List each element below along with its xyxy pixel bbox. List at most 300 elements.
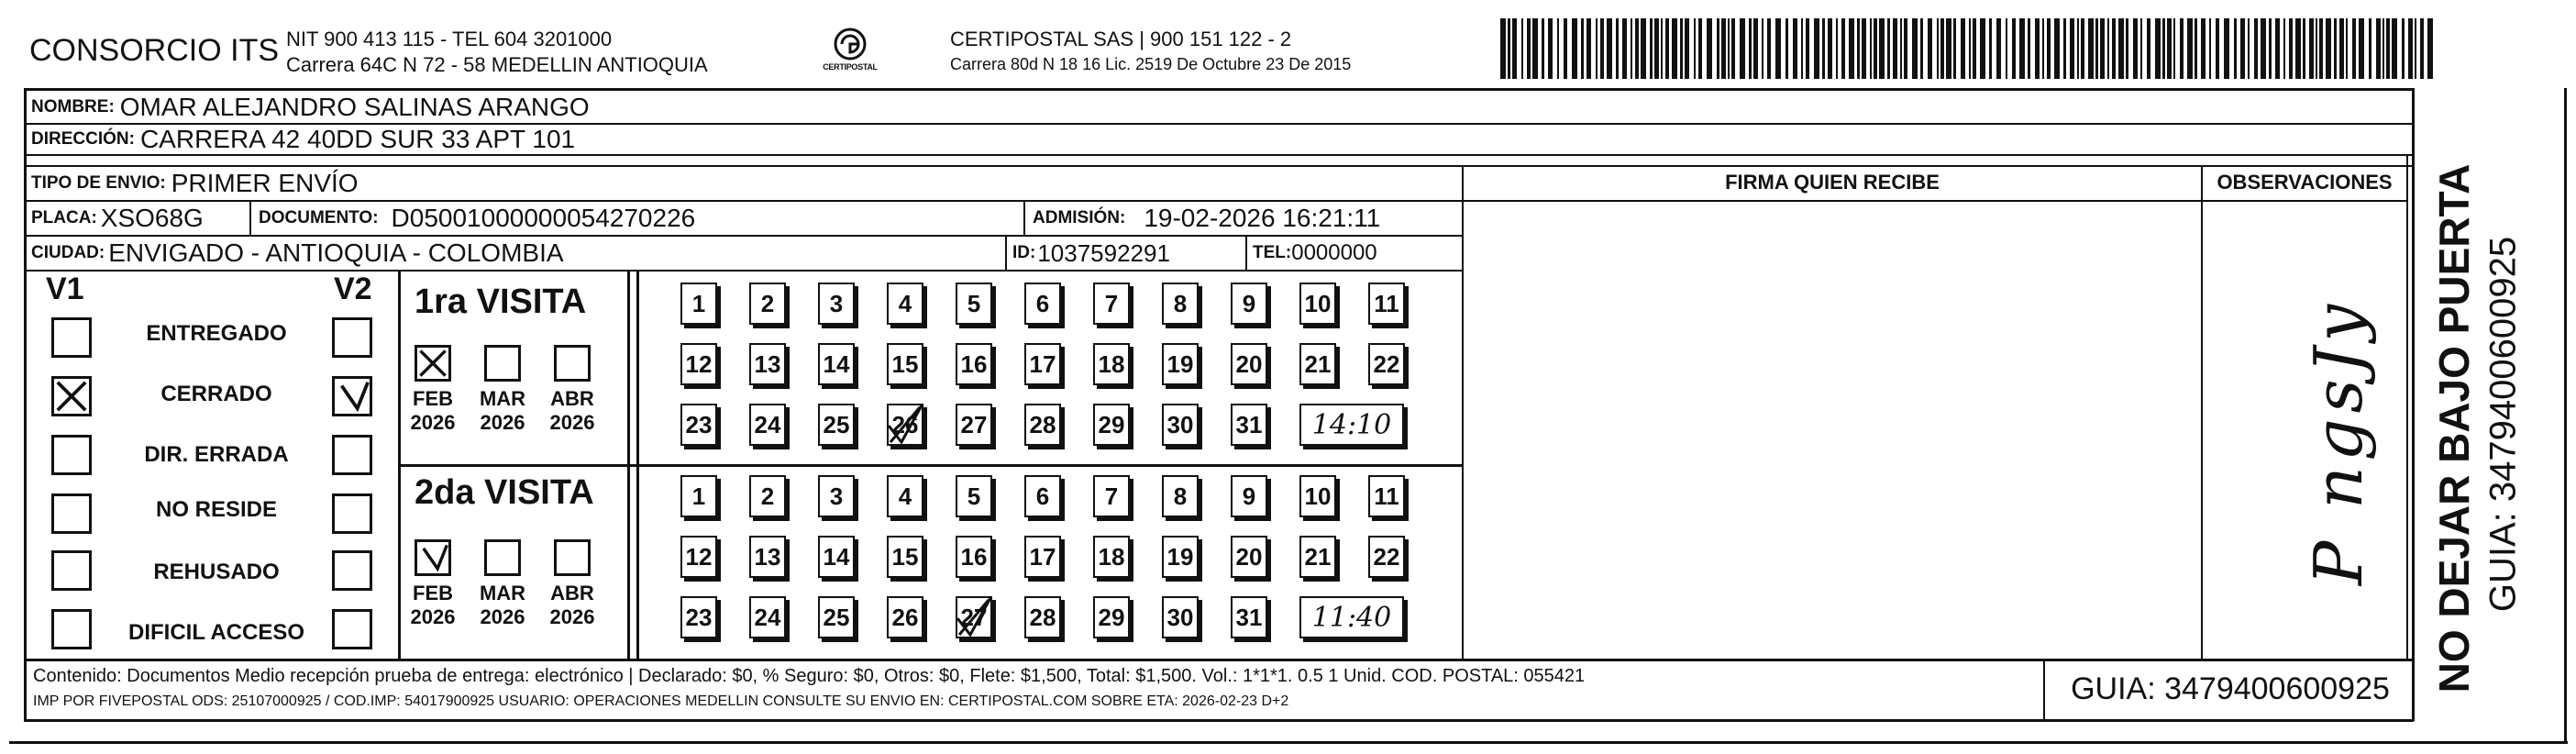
- barcode-bar: [1753, 18, 1758, 79]
- carrier-name: CERTIPOSTAL SAS | 900 151 122 - 2: [950, 28, 1292, 50]
- row-line-footer: [24, 659, 2414, 661]
- second-month-checkbox-abr[interactable]: [554, 539, 591, 576]
- barcode-bar: [1940, 18, 1944, 79]
- nombre-row: [31, 91, 590, 123]
- first-day-10[interactable]: 10: [1299, 283, 1336, 325]
- option-entregado: ENTREGADO: [146, 321, 287, 346]
- barcode-bar: [2118, 18, 2124, 79]
- barcode-bar: [2295, 18, 2301, 79]
- barcode-bar: [1879, 18, 1885, 79]
- year-label: 2026: [410, 605, 456, 628]
- barcode-bar: [2234, 18, 2237, 79]
- frame-bottom: [24, 719, 2414, 722]
- barcode-bar: [2383, 18, 2384, 79]
- barcode-bar: [1775, 18, 1781, 79]
- first-day-26[interactable]: 26: [887, 404, 923, 446]
- second-day-24[interactable]: 24: [749, 596, 786, 638]
- second-month-feb: [405, 582, 460, 629]
- barcode-bar: [2427, 18, 2433, 79]
- second-day-2[interactable]: 2: [749, 475, 786, 517]
- barcode-bar: [2035, 18, 2040, 79]
- barcode-bar: [2155, 18, 2161, 79]
- month-label: FEB: [413, 387, 453, 410]
- second-day-8[interactable]: 8: [1162, 475, 1199, 517]
- barcode-bar: [1731, 18, 1735, 79]
- barcode-bar: [1521, 18, 1523, 79]
- barcode-bar: [1631, 18, 1632, 79]
- company-address: Carrera 64C N 72 - 58 MEDELLIN ANTIOQUIA: [286, 53, 708, 76]
- barcode-bar: [1841, 18, 1845, 79]
- barcode: [1500, 18, 2439, 79]
- barcode-bar: [2369, 18, 2371, 79]
- v2-checkbox[interactable]: [332, 550, 372, 591]
- barcode-bar: [2309, 18, 2314, 79]
- second-day-4[interactable]: 4: [887, 475, 923, 517]
- first-month-checkbox-feb[interactable]: [415, 345, 451, 382]
- month-label: MAR: [479, 582, 526, 604]
- barcode-bar: [2162, 18, 2165, 79]
- barcode-bar: [2334, 18, 2337, 79]
- id-cell: [1012, 237, 1170, 270]
- barcode-bar: [1607, 18, 1612, 79]
- barcode-bar: [2420, 18, 2424, 79]
- option-cerrado: CERRADO: [160, 382, 272, 406]
- barcode-bar: [2126, 18, 2128, 79]
- barcode-bar: [1912, 18, 1918, 79]
- first-day-6[interactable]: 6: [1024, 283, 1061, 325]
- side-no-dejar: NO DEJAR BAJO PUERTA: [2430, 163, 2478, 693]
- barcode-bar: [2028, 18, 2030, 79]
- month-label: ABR: [550, 582, 594, 604]
- barcode-bar: [1836, 18, 1838, 79]
- barcode-bar: [2240, 18, 2245, 79]
- v2-checkbox[interactable]: [332, 317, 372, 358]
- second-days-left: [636, 466, 639, 659]
- barcode-bar: [2047, 18, 2051, 79]
- first-day-24[interactable]: 24: [749, 404, 786, 446]
- second-day-19[interactable]: 19: [1162, 536, 1199, 578]
- footer-guia: GUIA: 3479400600925: [2071, 671, 2390, 706]
- first-day-20[interactable]: 20: [1231, 343, 1267, 385]
- frame-shadow-right: [2564, 88, 2567, 744]
- barcode-bar: [2316, 18, 2317, 79]
- barcode-bar: [1806, 18, 1809, 79]
- option-no-reside: NO RESIDE: [155, 497, 278, 522]
- barcode-bar: [1542, 18, 1544, 79]
- barcode-bar: [2070, 18, 2074, 79]
- option-rehusado: REHUSADO: [153, 560, 280, 584]
- barcode-bar: [1900, 18, 1902, 79]
- placa-value: XSO68G: [100, 204, 204, 232]
- barcode-bar: [1707, 18, 1712, 79]
- first-day-8[interactable]: 8: [1162, 283, 1199, 325]
- second-day-17[interactable]: 17: [1024, 536, 1061, 578]
- barcode-bar: [1616, 18, 1619, 79]
- barcode-bar: [2054, 18, 2060, 79]
- barcode-bar: [1564, 18, 1567, 79]
- row-line-2: [24, 154, 2414, 156]
- first-day-31[interactable]: 31: [1231, 404, 1267, 446]
- barcode-bar: [2133, 18, 2138, 79]
- barcode-bar: [1749, 18, 1752, 79]
- frame-right: [2412, 88, 2415, 721]
- barcode-bar: [1822, 18, 1825, 79]
- barcode-bar: [1874, 18, 1877, 79]
- first-day-1[interactable]: 1: [680, 283, 717, 325]
- barcode-bar: [1685, 18, 1689, 79]
- second-day-31[interactable]: 31: [1231, 596, 1267, 638]
- barcode-bar: [2180, 18, 2184, 79]
- v1-checkbox[interactable]: [51, 376, 92, 416]
- barcode-bar: [1996, 18, 2001, 79]
- frame-left: [24, 88, 27, 721]
- barcode-bar: [2201, 18, 2206, 79]
- second-month-mar: [475, 582, 530, 629]
- v2-checkbox[interactable]: [332, 435, 372, 475]
- barcode-bar: [1680, 18, 1683, 79]
- barcode-bar: [1849, 18, 1854, 79]
- barcode-bar: [1973, 18, 1976, 79]
- barcode-bar: [1572, 18, 1577, 79]
- second-month-checkbox-mar[interactable]: [484, 539, 521, 576]
- first-day-14[interactable]: 14: [818, 343, 855, 385]
- first-day-5[interactable]: 5: [956, 283, 992, 325]
- year-label: 2026: [480, 605, 525, 628]
- barcode-bar: [1532, 18, 1538, 79]
- barcode-bar: [1694, 18, 1696, 79]
- tel-label: TEL:: [1253, 243, 1292, 262]
- barcode-bar: [2386, 18, 2390, 79]
- placa-cell: [31, 202, 204, 235]
- barcode-bar: [2408, 18, 2413, 79]
- second-day-25[interactable]: 25: [818, 596, 855, 638]
- barcode-bar: [1641, 18, 1646, 79]
- v2-checkbox[interactable]: [332, 376, 372, 416]
- option-dificil-acceso: DIFICIL ACCESO: [127, 620, 304, 645]
- first-days-left: [636, 270, 639, 464]
- barcode-bar: [2173, 18, 2175, 79]
- footer-divider: [2043, 659, 2045, 721]
- barcode-bar: [1635, 18, 1639, 79]
- row-line-3: [24, 165, 2414, 167]
- barcode-bar: [2100, 18, 2105, 79]
- second-day-26[interactable]: 26: [887, 596, 923, 638]
- barcode-bar: [2112, 18, 2116, 79]
- barcode-bar: [1548, 18, 1553, 79]
- barcode-bar: [1600, 18, 1604, 79]
- barcode-bar: [1953, 18, 1956, 79]
- first-day-15[interactable]: 15: [887, 343, 923, 385]
- barcode-bar: [1508, 18, 1510, 79]
- v-id-div: [1005, 235, 1007, 270]
- barcode-bar: [1828, 18, 1832, 79]
- second-day-15[interactable]: 15: [887, 536, 923, 578]
- barcode-bar: [2019, 18, 2025, 79]
- barcode-bar: [2289, 18, 2293, 79]
- barcode-bar: [2352, 18, 2356, 79]
- first-month-feb: [405, 387, 460, 435]
- year-label: 2026: [549, 411, 595, 434]
- documento-cell: [259, 202, 695, 235]
- v2-checkbox[interactable]: [332, 609, 372, 649]
- first-day-18[interactable]: 18: [1093, 343, 1130, 385]
- tipo-envio-value: PRIMER ENVÍO: [171, 169, 359, 197]
- v1-checkbox[interactable]: [51, 609, 92, 649]
- second-day-27[interactable]: 27: [956, 596, 992, 638]
- second-day-16[interactable]: 16: [956, 536, 992, 578]
- year-label: 2026: [480, 411, 525, 434]
- barcode-bar: [2224, 18, 2229, 79]
- barcode-bar: [1654, 18, 1659, 79]
- second-day-30[interactable]: 30: [1162, 596, 1199, 638]
- barcode-bar: [2392, 18, 2397, 79]
- visit-split: [398, 464, 1462, 467]
- first-day-21[interactable]: 21: [1299, 343, 1336, 385]
- ciudad-value: ENVIGADO - ANTIOQUIA - COLOMBIA: [108, 238, 564, 267]
- first-month-checkbox-abr[interactable]: [554, 345, 591, 382]
- logo-text: CERTIPOSTAL: [823, 62, 878, 72]
- option-dir-errada: DIR. ERRADA: [144, 442, 289, 467]
- barcode-bar: [2167, 18, 2172, 79]
- second-day-18[interactable]: 18: [1093, 536, 1130, 578]
- first-day-30[interactable]: 30: [1162, 404, 1199, 446]
- barcode-bar: [1512, 18, 1517, 79]
- barcode-bar: [1893, 18, 1897, 79]
- first-time-box[interactable]: 14:10: [1299, 404, 1404, 446]
- v2-label: V2: [334, 272, 372, 306]
- first-day-28[interactable]: 28: [1024, 404, 1061, 446]
- first-month-mar: [475, 387, 530, 435]
- v1-v2-top: [24, 270, 1462, 272]
- year-label: 2026: [410, 411, 456, 434]
- first-day-3[interactable]: 3: [818, 283, 855, 325]
- barcode-bar: [2088, 18, 2094, 79]
- frame-shadow-bottom: [9, 741, 2568, 744]
- second-day-20[interactable]: 20: [1231, 536, 1267, 578]
- barcode-bar: [1786, 18, 1788, 79]
- tel-cell: [1253, 237, 1377, 270]
- first-day-19[interactable]: 19: [1162, 343, 1199, 385]
- v-obs-left: [2201, 165, 2203, 660]
- second-day-23[interactable]: 23: [680, 596, 717, 638]
- barcode-bar: [1665, 18, 1669, 79]
- v-tel-div: [1245, 235, 1247, 270]
- second-month-abr: [545, 582, 600, 629]
- direccion-row: [31, 125, 575, 154]
- barcode-bar: [1698, 18, 1702, 79]
- first-visit-title: 1ra VISITA: [415, 283, 587, 321]
- footer-imp: IMP POR FIVEPOSTAL ODS: 25107000925 / COD.IMP: 54017900925 USUARIO: OPERACIONES MEDELLIN CONSULTE SU ENVIO EN: CERTIPOSTAL.COM SOBRE ETA: 2026-02-23 D+2: [33, 693, 1289, 709]
- barcode-bar: [1767, 18, 1771, 79]
- nombre-label: NOMBRE:: [31, 96, 115, 116]
- firma-area[interactable]: [1464, 202, 2201, 659]
- barcode-bar: [2376, 18, 2381, 79]
- first-day-23[interactable]: 23: [680, 404, 717, 446]
- barcode-bar: [2248, 18, 2250, 79]
- barcode-bar: [1527, 18, 1531, 79]
- first-day-22[interactable]: 22: [1368, 343, 1405, 385]
- barcode-bar: [2254, 18, 2258, 79]
- second-day-21[interactable]: 21: [1299, 536, 1336, 578]
- first-day-12[interactable]: 12: [680, 343, 717, 385]
- barcode-bar: [1801, 18, 1803, 79]
- barcode-bar: [2187, 18, 2193, 79]
- v1-checkbox[interactable]: [51, 493, 92, 534]
- first-day-2[interactable]: 2: [749, 283, 786, 325]
- barcode-bar: [2012, 18, 2016, 79]
- second-day-28[interactable]: 28: [1024, 596, 1061, 638]
- placa-label: PLACA:: [31, 208, 97, 227]
- barcode-bar: [2269, 18, 2272, 79]
- barcode-bar: [1920, 18, 1923, 79]
- barcode-bar: [2216, 18, 2219, 79]
- barcode-bar: [1857, 18, 1860, 79]
- first-day-7[interactable]: 7: [1093, 283, 1130, 325]
- first-day-25[interactable]: 25: [818, 404, 855, 446]
- barcode-bar: [1870, 18, 1872, 79]
- company-nit-tel: NIT 900 413 115 - TEL 604 3201000: [286, 28, 613, 50]
- barcode-bar: [2275, 18, 2280, 79]
- observaciones-header: OBSERVACIONES: [2217, 171, 2393, 194]
- v2-checkbox[interactable]: [332, 493, 372, 534]
- second-day-13[interactable]: 13: [749, 536, 786, 578]
- direccion-value: CARRERA 42 40DD SUR 33 APT 101: [139, 125, 576, 153]
- barcode-bar: [2415, 18, 2416, 79]
- v-placa-div: [249, 200, 251, 235]
- barcode-bar: [2095, 18, 2098, 79]
- v1-checkbox[interactable]: [51, 435, 92, 475]
- second-day-7[interactable]: 7: [1093, 475, 1130, 517]
- second-visit-title: 2da VISITA: [415, 473, 594, 512]
- admision-label: ADMISIÓN:: [1033, 208, 1126, 227]
- second-day-1[interactable]: 1: [680, 475, 717, 517]
- id-label: ID:: [1012, 243, 1036, 262]
- handwritten-note: P ngsJy: [2300, 298, 2377, 586]
- tipo-envio-row: [31, 167, 359, 200]
- barcode-bar: [2346, 18, 2348, 79]
- barcode-bar: [1793, 18, 1797, 79]
- carrier-address: Carrera 80d N 18 16 Lic. 2519 De Octubre 23 De 2015: [950, 55, 1352, 73]
- barcode-bar: [1887, 18, 1890, 79]
- firma-header: FIRMA QUIEN RECIBE: [1725, 171, 1940, 194]
- observaciones-handwritten: [2293, 284, 2377, 586]
- barcode-bar: [2077, 18, 2079, 79]
- second-day-12[interactable]: 12: [680, 536, 717, 578]
- barcode-bar: [1717, 18, 1719, 79]
- barcode-bar: [2147, 18, 2150, 79]
- first-day-9[interactable]: 9: [1231, 283, 1267, 325]
- barcode-bar: [1762, 18, 1763, 79]
- barcode-bar: [1557, 18, 1559, 79]
- second-month-checkbox-feb[interactable]: [415, 539, 451, 576]
- first-month-checkbox-mar[interactable]: [484, 345, 521, 382]
- v-admision-div: [1023, 200, 1025, 235]
- second-day-6[interactable]: 6: [1024, 475, 1061, 517]
- first-day-11[interactable]: 11: [1368, 283, 1405, 325]
- first-day-13[interactable]: 13: [749, 343, 786, 385]
- tipo-envio-label: TIPO DE ENVIO:: [31, 173, 166, 193]
- second-time-box[interactable]: 11:40: [1299, 596, 1404, 638]
- ciudad-cell: [31, 237, 564, 270]
- year-label: 2026: [549, 605, 595, 628]
- first-day-27[interactable]: 27: [956, 404, 992, 446]
- barcode-bar: [1622, 18, 1627, 79]
- nombre-value: OMAR ALEJANDRO SALINAS ARANGO: [119, 92, 590, 121]
- v1-checkbox[interactable]: [51, 550, 92, 591]
- ciudad-label: CIUDAD:: [31, 243, 105, 262]
- barcode-bar: [1587, 18, 1591, 79]
- barcode-bar: [1961, 18, 1965, 79]
- second-day-29[interactable]: 29: [1093, 596, 1130, 638]
- admision-value: 19-02-2026 16:21:11: [1144, 204, 1381, 232]
- barcode-bar: [1928, 18, 1932, 79]
- barcode-bar: [2402, 18, 2405, 79]
- documento-value: D05001000000054270226: [391, 204, 696, 232]
- first-day-29[interactable]: 29: [1093, 404, 1130, 446]
- month-label: FEB: [413, 582, 453, 604]
- barcode-bar: [2006, 18, 2007, 79]
- company-name: CONSORCIO ITS: [29, 33, 280, 68]
- v1-checkbox[interactable]: [51, 317, 92, 358]
- barcode-bar: [2359, 18, 2364, 79]
- second-day-9[interactable]: 9: [1231, 475, 1267, 517]
- first-day-17[interactable]: 17: [1024, 343, 1061, 385]
- month-label: MAR: [479, 387, 526, 410]
- barcode-bar: [1862, 18, 1866, 79]
- first-month-abr: [545, 387, 600, 435]
- barcode-bar: [2042, 18, 2044, 79]
- barcode-bar: [2261, 18, 2266, 79]
- barcode-bar: [1937, 18, 1939, 79]
- second-day-22[interactable]: 22: [1368, 536, 1405, 578]
- tel-value: 0000000: [1291, 240, 1377, 265]
- barcode-bar: [1721, 18, 1726, 79]
- direccion-label: DIRECCIÓN:: [31, 129, 135, 149]
- id-value: 1037592291: [1037, 238, 1170, 267]
- barcode-bar: [1728, 18, 1730, 79]
- v1-label: V1: [46, 272, 84, 306]
- first-day-4[interactable]: 4: [887, 283, 923, 325]
- second-day-10[interactable]: 10: [1299, 475, 1336, 517]
- first-day-16[interactable]: 16: [956, 343, 992, 385]
- barcode-bar: [2319, 18, 2323, 79]
- second-day-5[interactable]: 5: [956, 475, 992, 517]
- barcode-bar: [1989, 18, 1992, 79]
- barcode-bar: [1500, 18, 1506, 79]
- barcode-bar: [1740, 18, 1745, 79]
- v-col-right: [2406, 154, 2408, 660]
- barcode-bar: [2081, 18, 2084, 79]
- barcode-bar: [1814, 18, 1819, 79]
- barcode-bar: [2339, 18, 2344, 79]
- barcode-bar: [2140, 18, 2142, 79]
- barcode-bar: [1661, 18, 1663, 79]
- month-label: ABR: [550, 387, 594, 410]
- barcode-bar: [2283, 18, 2285, 79]
- second-day-11[interactable]: 11: [1368, 475, 1405, 517]
- side-guia: GUIA: 3479400600925: [2482, 236, 2524, 613]
- barcode-bar: [2209, 18, 2211, 79]
- barcode-bar: [1672, 18, 1677, 79]
- barcode-bar: [2195, 18, 2197, 79]
- documento-label: DOCUMENTO:: [259, 208, 379, 227]
- admision-cell: [1033, 202, 1380, 235]
- barcode-bar: [1969, 18, 1971, 79]
- barcode-bar: [1904, 18, 1907, 79]
- second-day-14[interactable]: 14: [818, 536, 855, 578]
- footer-contenido: Contenido: Documentos Medio recepción prueba de entrega: electrónico | Declarado: $0, % Seguro: $0, Otros: $0, Flete: $1,500, Total: $1,500. Vol.: 1*1*1. 0.5 1 Unid. COD. POSTAL: 055421: [33, 666, 1586, 686]
- second-day-3[interactable]: 3: [818, 475, 855, 517]
